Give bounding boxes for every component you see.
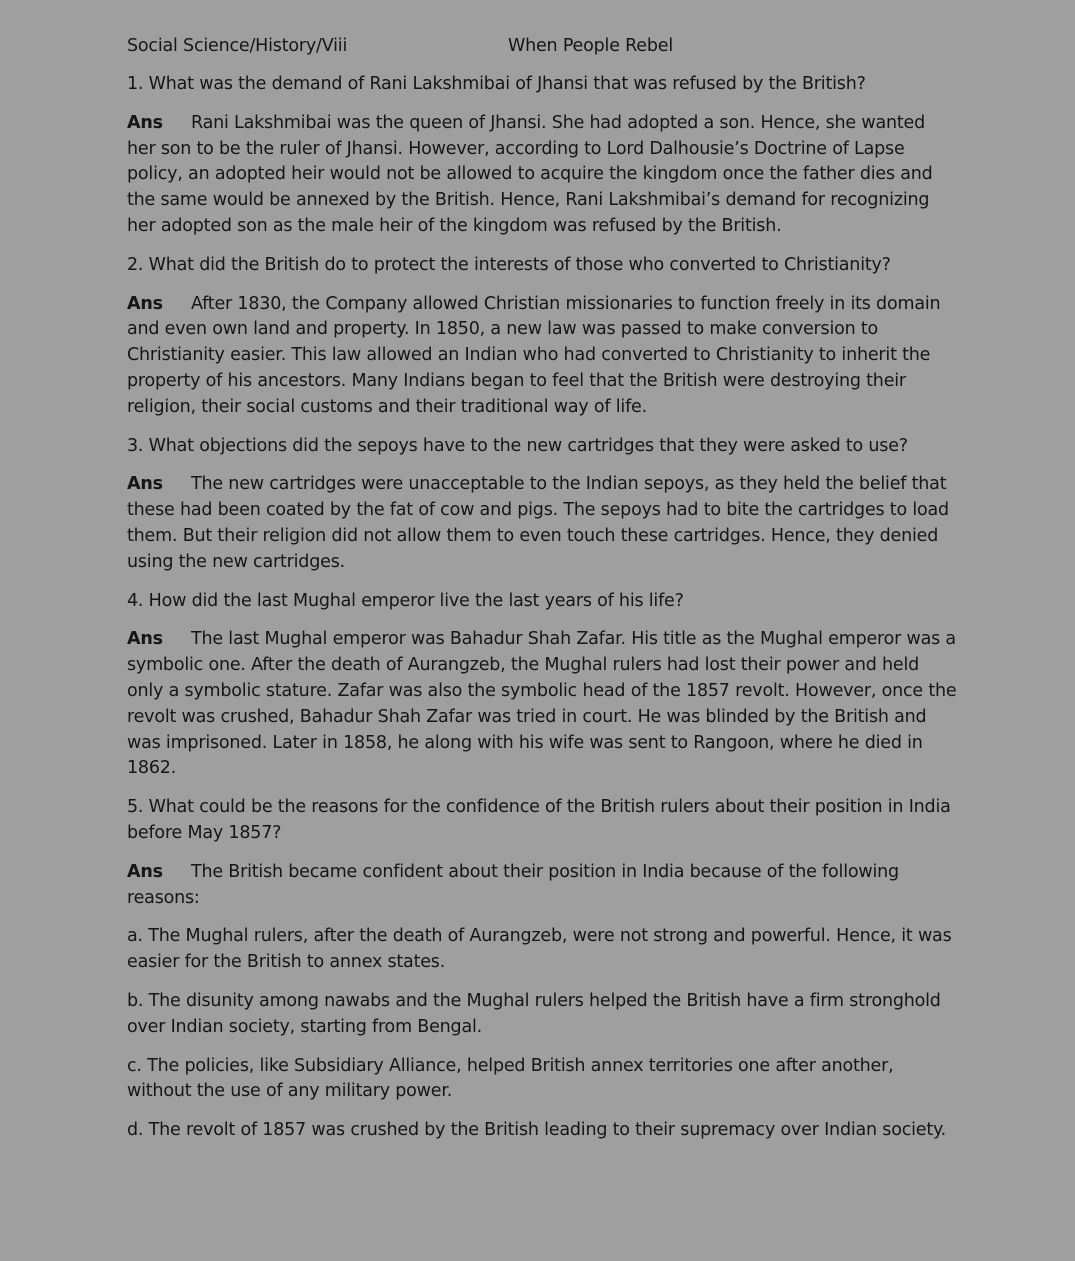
ans-label: Ans	[127, 629, 163, 650]
answer-3	[127, 472, 957, 575]
question-3: 3. What objections did the sepoys have to the new cartridges that they were asked to use?	[127, 435, 908, 456]
subject-path: Social Science/History/Viii	[127, 36, 348, 56]
ans-label: Ans	[127, 861, 163, 882]
ans-label: Ans	[127, 293, 163, 314]
reason-point-d: d. The revolt of 1857 was crushed by the British leading to their supremacy over Indian society.	[127, 1120, 947, 1141]
answer-text: Rani Lakshmibai was the queen of Jhansi. She had adopted a son. Hence, she wanted her son to be the ruler of Jhansi. However, according to Lord Dalhousie’s Doctrine of Lapse policy, an adopted heir would not be allowed to acquire the kingdom once the father dies and the same would be annexed by the British. Hence, Rani Lakshmibai’s demand for recognizing her adopted son as the male heir of the kingdom was refused by the British.	[127, 112, 933, 236]
ans-label: Ans	[127, 112, 163, 133]
answer-text: The new cartridges were unacceptable to the Indian sepoys, as they held the belief that these had been coated by the fat of cow and pigs. The sepoys had to bite the cartridges to load them. But their religion did not allow them to even touch these cartridges. Hence, they denied using the new cartridges.	[127, 474, 949, 572]
reason-point-b: b. The disunity among nawabs and the Mughal rulers helped the British have a firm stronghold over Indian society, starting from Bengal.	[127, 990, 941, 1037]
answer-text: After 1830, the Company allowed Christian missionaries to function freely in its domain and even own land and property. In 1850, a new law was passed to make conversion to Christianity easier. This law allowed an Indian who had converted to Christianity to inherit the property of his ancestors. Many Indians began to feel that the British were destroying their religion, their social customs and their traditional way of life.	[127, 293, 941, 417]
answer-text: The British became confident about their position in India because of the following reasons:	[127, 861, 899, 908]
question-4: 4. How did the last Mughal emperor live the last years of his life?	[127, 590, 684, 611]
answer-text: The last Mughal emperor was Bahadur Shah Zafar. His title as the Mughal emperor was a symbolic one. After the death of Aurangzeb, the Mughal rulers had lost their power and held only a symbolic stature. Zafar was also the symbolic head of the 1857 revolt. However, once the revolt was crushed, Bahadur Shah Zafar was tried in court. He was blinded by the British and was imprisoned. Later in 1858, he along with his wife was sent to Rangoon, where he died in 1862.	[127, 629, 957, 779]
answer-5	[127, 860, 957, 912]
question-2: 2. What did the British do to protect the interests of those who converted to Christianity?	[127, 254, 891, 275]
chapter-title: When People Rebel	[508, 36, 673, 56]
qa-content	[127, 72, 957, 1144]
question-5: 5. What could be the reasons for the confidence of the British rulers about their position in India before May 1857?	[127, 797, 951, 843]
reason-point-c: c. The policies, like Subsidiary Alliance, helped British annex territories one after another, without the use of any military power.	[127, 1055, 894, 1102]
reason-point-a: a. The Mughal rulers, after the death of Aurangzeb, were not strong and powerful. Hence, it was easier for the British to annex states.	[127, 926, 952, 973]
answer-1	[127, 111, 957, 240]
ans-label: Ans	[127, 474, 163, 495]
page-header	[127, 33, 1075, 59]
question-1: 1. What was the demand of Rani Lakshmibai of Jhansi that was refused by the British?	[127, 74, 866, 94]
answer-2	[127, 292, 957, 421]
answer-4	[127, 627, 957, 782]
